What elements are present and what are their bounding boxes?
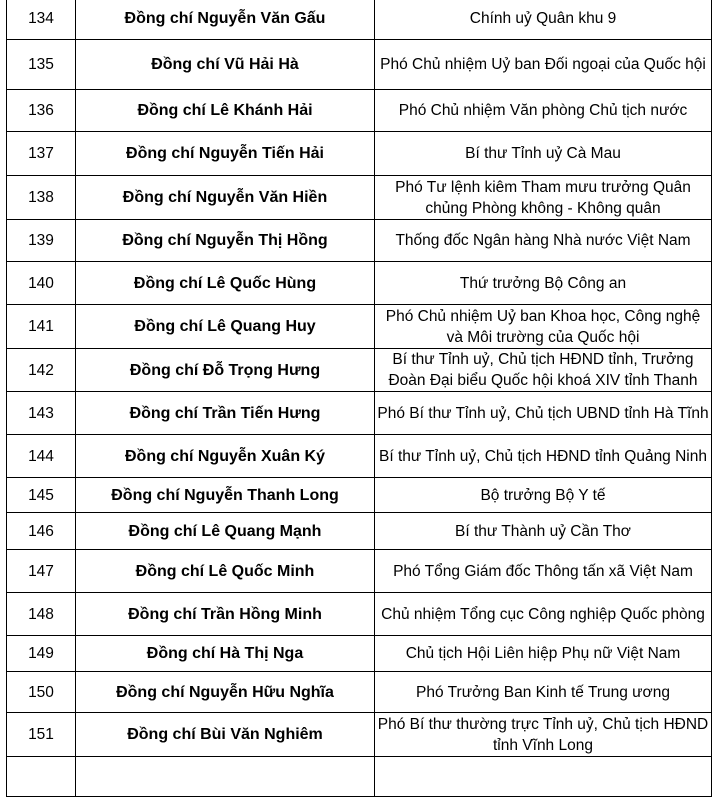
- table-row: [7, 593, 712, 636]
- table-row: [7, 220, 712, 262]
- person-name: Đồng chí Lê Khánh Hải: [76, 90, 375, 132]
- person-name: Đồng chí Nguyễn Hữu Nghĩa: [76, 672, 375, 713]
- person-position: Chính uỷ Quân khu 9: [375, 0, 712, 40]
- table-row: [7, 435, 712, 478]
- row-number: 137: [7, 132, 76, 176]
- person-name: Đồng chí Nguyễn Thị Hồng: [76, 220, 375, 262]
- person-position: Chủ tịch Hội Liên hiệp Phụ nữ Việt Nam: [375, 636, 712, 672]
- person-position: Phó Bí thư thường trực Tỉnh uỷ, Chủ tịch HĐND tỉnh Vĩnh Long: [375, 713, 712, 757]
- table-row: [7, 478, 712, 513]
- person-name: Đồng chí Lê Quang Huy: [76, 305, 375, 349]
- table-row: [7, 0, 712, 40]
- person-name: Đồng chí Lê Quốc Minh: [76, 550, 375, 593]
- person-name: Đồng chí Nguyễn Xuân Ký: [76, 435, 375, 478]
- person-name: Đồng chí Nguyễn Văn Gấu: [76, 0, 375, 40]
- person-name: Đồng chí Trần Hồng Minh: [76, 593, 375, 636]
- row-number: 142: [7, 349, 76, 392]
- row-number: 140: [7, 262, 76, 305]
- table-row: [7, 132, 712, 176]
- table-row: [7, 636, 712, 672]
- row-number: 145: [7, 478, 76, 513]
- person-name: Đồng chí Đỗ Trọng Hưng: [76, 349, 375, 392]
- person-name: Đồng chí Vũ Hải Hà: [76, 40, 375, 90]
- table-row: [7, 40, 712, 90]
- row-number: 135: [7, 40, 76, 90]
- row-number: 136: [7, 90, 76, 132]
- person-name: Đồng chí Trần Tiến Hưng: [76, 392, 375, 435]
- table-row: [7, 672, 712, 713]
- person-position: [375, 757, 712, 797]
- row-number: 148: [7, 593, 76, 636]
- person-position: Bí thư Tỉnh uỷ, Chủ tịch HĐND tỉnh Quảng Ninh: [375, 435, 712, 478]
- person-name: Đồng chí Bùi Văn Nghiêm: [76, 713, 375, 757]
- table-row: [7, 513, 712, 550]
- person-name: [76, 757, 375, 797]
- person-position: Thống đốc Ngân hàng Nhà nước Việt Nam: [375, 220, 712, 262]
- table-row: [7, 550, 712, 593]
- row-number: 141: [7, 305, 76, 349]
- row-number: 138: [7, 176, 76, 220]
- table-row: [7, 176, 712, 220]
- person-position: Phó Tổng Giám đốc Thông tấn xã Việt Nam: [375, 550, 712, 593]
- person-position: Phó Chủ nhiệm Uỷ ban Khoa học, Công nghệ và Môi trường của Quốc hội: [375, 305, 712, 349]
- table-row: [7, 90, 712, 132]
- row-number: [7, 757, 76, 797]
- row-number: 144: [7, 435, 76, 478]
- person-name: Đồng chí Lê Quốc Hùng: [76, 262, 375, 305]
- person-position: Bộ trưởng Bộ Y tế: [375, 478, 712, 513]
- row-number: 134: [7, 0, 76, 40]
- person-position: Bí thư Tỉnh uỷ, Chủ tịch HĐND tỉnh, Trưởng Đoàn Đại biểu Quốc hội khoá XIV tỉnh Thanh: [375, 349, 712, 392]
- table-row: [7, 757, 712, 797]
- person-name: Đồng chí Lê Quang Mạnh: [76, 513, 375, 550]
- person-position: Thứ trưởng Bộ Công an: [375, 262, 712, 305]
- row-number: 149: [7, 636, 76, 672]
- row-number: 150: [7, 672, 76, 713]
- person-position: Chủ nhiệm Tổng cục Công nghiệp Quốc phòng: [375, 593, 712, 636]
- table-row: [7, 305, 712, 349]
- person-position: Phó Trưởng Ban Kinh tế Trung ương: [375, 672, 712, 713]
- person-position: Phó Bí thư Tỉnh uỷ, Chủ tịch UBND tỉnh Hà Tĩnh: [375, 392, 712, 435]
- person-name: Đồng chí Nguyễn Văn Hiền: [76, 176, 375, 220]
- person-position: Bí thư Thành uỷ Cần Thơ: [375, 513, 712, 550]
- person-name: Đồng chí Nguyễn Thanh Long: [76, 478, 375, 513]
- row-number: 147: [7, 550, 76, 593]
- person-position: Bí thư Tỉnh uỷ Cà Mau: [375, 132, 712, 176]
- person-position: Phó Tư lệnh kiêm Tham mưu trưởng Quân chủng Phòng không - Không quân: [375, 176, 712, 220]
- person-name: Đồng chí Hà Thị Nga: [76, 636, 375, 672]
- personnel-table: [6, 0, 712, 797]
- person-name: Đồng chí Nguyễn Tiến Hải: [76, 132, 375, 176]
- row-number: 151: [7, 713, 76, 757]
- row-number: 143: [7, 392, 76, 435]
- person-position: Phó Chủ nhiệm Uỷ ban Đối ngoại của Quốc hội: [375, 40, 712, 90]
- table-row: [7, 713, 712, 757]
- person-position: Phó Chủ nhiệm Văn phòng Chủ tịch nước: [375, 90, 712, 132]
- table-row: [7, 392, 712, 435]
- table-row: [7, 349, 712, 392]
- table-row: [7, 262, 712, 305]
- row-number: 139: [7, 220, 76, 262]
- row-number: 146: [7, 513, 76, 550]
